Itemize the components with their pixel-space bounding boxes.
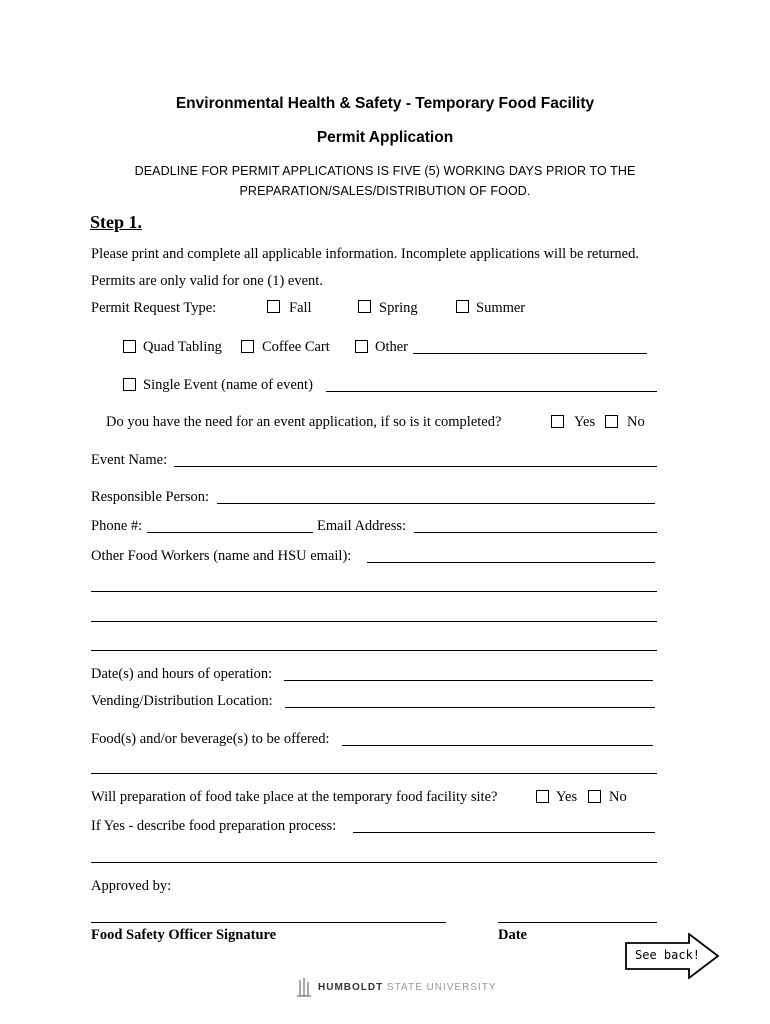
other-workers-line-4[interactable] bbox=[91, 650, 657, 651]
tree-logo-icon bbox=[294, 977, 314, 997]
location-input-line[interactable] bbox=[285, 707, 655, 708]
see-back-label: See back! bbox=[635, 948, 701, 962]
single-event-checkbox[interactable] bbox=[123, 378, 136, 391]
event-name-label: Event Name: bbox=[91, 452, 168, 468]
phone-label: Phone #: bbox=[91, 518, 143, 534]
responsible-person-label: Responsible Person: bbox=[91, 489, 210, 505]
prep-question: Will preparation of food take place at the temporary food facility site? bbox=[91, 789, 498, 805]
date-line[interactable] bbox=[498, 922, 657, 923]
email-input-line[interactable] bbox=[414, 532, 657, 533]
other-checkbox[interactable] bbox=[355, 340, 368, 353]
coffee-cart-checkbox[interactable] bbox=[241, 340, 254, 353]
prep-describe-line-2[interactable] bbox=[91, 862, 657, 863]
dates-hours-input-line[interactable] bbox=[284, 680, 653, 681]
prep-no-checkbox[interactable] bbox=[588, 790, 601, 803]
prep-no-label: No bbox=[609, 789, 627, 805]
dates-hours-label: Date(s) and hours of operation: bbox=[91, 666, 273, 682]
event-app-no-checkbox[interactable] bbox=[605, 415, 618, 428]
single-event-input-line[interactable] bbox=[326, 391, 657, 392]
university-logo-text bbox=[318, 982, 497, 993]
logo-bold-text: HUMBOLDT bbox=[318, 982, 384, 993]
form-subtitle: Permit Application bbox=[316, 129, 454, 146]
logo-light-text: STATE UNIVERSITY bbox=[387, 982, 497, 993]
prep-describe-label: If Yes - describe food preparation process: bbox=[91, 818, 337, 834]
deadline-notice-line2: PREPARATION/SALES/DISTRIBUTION OF FOOD. bbox=[239, 184, 531, 198]
other-workers-input-line[interactable] bbox=[367, 562, 655, 563]
foods-input-line[interactable] bbox=[342, 745, 653, 746]
other-workers-label: Other Food Workers (name and HSU email): bbox=[91, 548, 352, 564]
responsible-person-input-line[interactable] bbox=[217, 503, 655, 504]
prep-yes-label: Yes bbox=[556, 789, 578, 805]
event-app-yes-label: Yes bbox=[574, 414, 596, 430]
quad-tabling-checkbox[interactable] bbox=[123, 340, 136, 353]
single-event-label: Single Event (name of event) bbox=[143, 377, 313, 393]
instructions-line2: Permits are only valid for one (1) event. bbox=[91, 273, 323, 289]
step-heading: Step 1. bbox=[90, 212, 143, 232]
permit-type-label: Permit Request Type: bbox=[91, 300, 217, 316]
approved-by-label: Approved by: bbox=[91, 878, 172, 894]
quad-tabling-label: Quad Tabling bbox=[143, 339, 222, 355]
spring-label: Spring bbox=[379, 300, 418, 316]
fall-checkbox[interactable] bbox=[267, 300, 280, 313]
other-input-line[interactable] bbox=[413, 353, 647, 354]
email-label: Email Address: bbox=[317, 518, 407, 534]
location-label: Vending/Distribution Location: bbox=[91, 693, 273, 709]
event-application-question: Do you have the need for an event application, if so is it completed? bbox=[106, 414, 502, 430]
other-label: Other bbox=[375, 339, 409, 355]
foods-line-2[interactable] bbox=[91, 773, 657, 774]
event-app-yes-checkbox[interactable] bbox=[551, 415, 564, 428]
signature-label: Food Safety Officer Signature bbox=[91, 927, 277, 943]
form-title: Environmental Health & Safety - Temporary Food Facility bbox=[175, 95, 595, 112]
spring-checkbox[interactable] bbox=[358, 300, 371, 313]
coffee-cart-label: Coffee Cart bbox=[262, 339, 330, 355]
prep-yes-checkbox[interactable] bbox=[536, 790, 549, 803]
date-label: Date bbox=[498, 927, 527, 943]
instructions-line1: Please print and complete all applicable information. Incomplete applications will be returned. bbox=[91, 246, 639, 262]
event-app-no-label: No bbox=[627, 414, 645, 430]
summer-label: Summer bbox=[476, 300, 526, 316]
deadline-notice-line1: DEADLINE FOR PERMIT APPLICATIONS IS FIVE (5) WORKING DAYS PRIOR TO THE bbox=[134, 164, 636, 178]
signature-line[interactable] bbox=[91, 922, 446, 923]
phone-input-line[interactable] bbox=[147, 532, 313, 533]
other-workers-line-3[interactable] bbox=[91, 621, 657, 622]
other-workers-line-2[interactable] bbox=[91, 591, 657, 592]
event-name-input-line[interactable] bbox=[174, 466, 657, 467]
foods-label: Food(s) and/or beverage(s) to be offered: bbox=[91, 731, 330, 747]
fall-label: Fall bbox=[289, 300, 312, 316]
summer-checkbox[interactable] bbox=[456, 300, 469, 313]
prep-describe-input-line[interactable] bbox=[353, 832, 655, 833]
